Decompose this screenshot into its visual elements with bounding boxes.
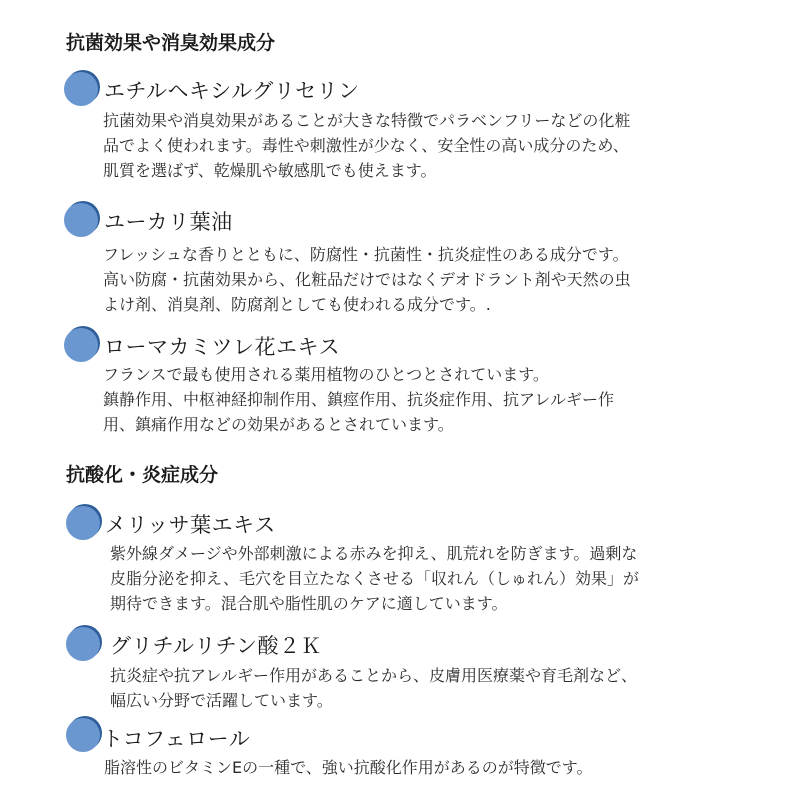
ingredient-name: メリッサ葉エキス xyxy=(105,513,276,537)
bullet-circle-icon xyxy=(64,328,98,362)
description-line: 用、鎮痛作用などの効果があるとされています。 xyxy=(103,415,454,434)
ingredient-description xyxy=(103,362,614,437)
description-line: 脂溶性のビタミンEの一種で、強い抗酸化作用があるのが特徴です。 xyxy=(104,758,593,777)
ingredient-description xyxy=(103,242,631,317)
ingredient-name: ローマカミツレ花エキス xyxy=(104,335,341,359)
ingredient-name: ユーカリ葉油 xyxy=(104,210,233,234)
description-line: フレッシュな香りとともに、防腐性・抗菌性・抗炎症性のある成分です。 xyxy=(103,245,629,264)
description-line: 抗炎症や抗アレルギー作用があることから、皮膚用医療薬や育毛剤など、 xyxy=(110,666,637,685)
bullet-circle-icon xyxy=(66,627,100,661)
ingredient-description xyxy=(110,541,639,616)
description-line: 肌質を選ばず、乾燥肌や敏感肌でも使えます。 xyxy=(103,161,437,180)
description-line: よけ剤、消臭剤、防腐剤としても使われる成分です。. xyxy=(103,295,491,314)
bullet-circle-icon xyxy=(66,506,100,540)
description-line: 高い防腐・抗菌効果から、化粧品だけではなくデオドラント剤や天然の虫 xyxy=(103,270,631,289)
description-line: 抗菌効果や消臭効果があることが大きな特徴でパラベンフリーなどの化粧 xyxy=(103,111,631,130)
description-line: 皮脂分泌を抑え、毛穴を目立たなくさせる「収れん（しゅれん）効果」が xyxy=(110,569,639,588)
ingredient-description xyxy=(104,755,593,780)
description-line: 品でよく使われます。毒性や刺激性が少なく、安全性の高い成分のため、 xyxy=(103,136,629,155)
bullet-circle-icon xyxy=(64,203,98,237)
description-line: 鎮静作用、中枢神経抑制作用、鎮痙作用、抗炎症作用、抗アレルギー作 xyxy=(103,390,614,409)
ingredient-name: エチルヘキシルグリセリン xyxy=(104,79,360,103)
section-title: 抗菌効果や消臭効果成分 xyxy=(66,32,276,54)
bullet-circle-icon xyxy=(64,72,98,106)
ingredient-description xyxy=(110,663,637,713)
section-title: 抗酸化・炎症成分 xyxy=(66,464,219,486)
description-line: 期待できます。混合肌や脂性肌のケアに適しています。 xyxy=(110,594,508,613)
description-line: フランスで最も使用される薬用植物のひとつとされています。 xyxy=(103,365,549,384)
ingredient-description xyxy=(103,108,630,183)
ingredient-name: グリチルリチン酸２Ｋ xyxy=(110,634,323,658)
ingredient-name: トコフェロール xyxy=(102,727,251,751)
description-line: 紫外線ダメージや外部刺激による赤みを抑え、肌荒れを防ぎます。過剰な xyxy=(110,544,638,563)
bullet-circle-icon xyxy=(66,718,100,752)
description-line: 幅広い分野で活躍しています。 xyxy=(110,691,333,710)
